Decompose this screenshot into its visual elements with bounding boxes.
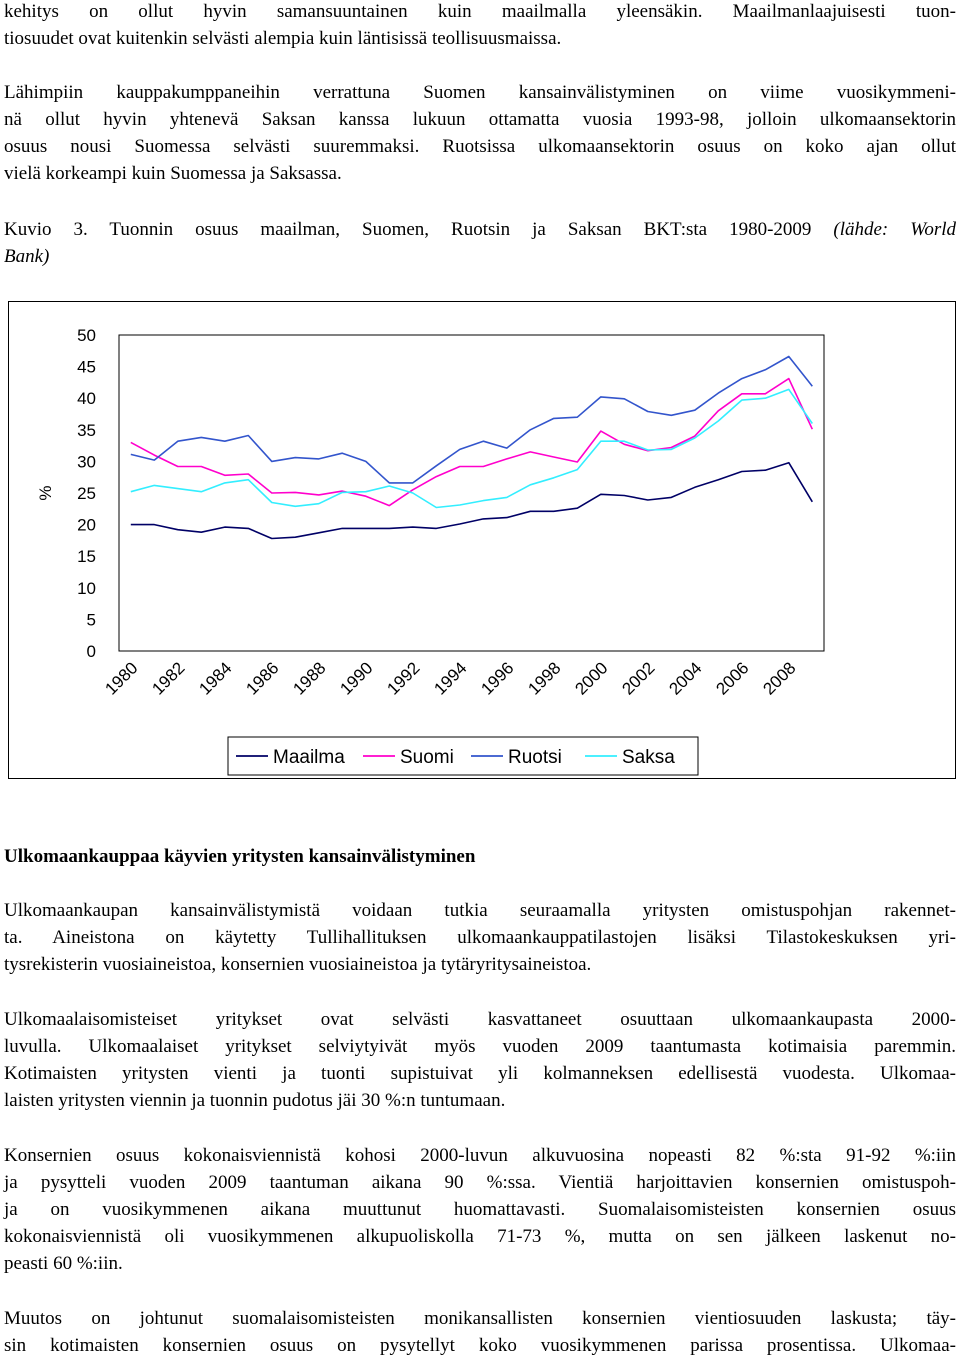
paragraph-method <box>4 897 956 978</box>
series-line-saksa <box>131 389 813 507</box>
intro-paragraph <box>4 0 956 52</box>
plot-area <box>119 335 824 651</box>
x-tick-label: 1994 <box>430 658 471 699</box>
x-tick-label: 1990 <box>336 658 377 699</box>
text-line: luvulla. Ulkomaalaiset yritykset selviytyivät myös vuoden 2009 taantumasta kotimaisia paremmin. <box>4 1036 956 1057</box>
x-tick-label: 1982 <box>148 658 189 699</box>
y-tick-label: 50 <box>77 326 96 345</box>
figure-caption <box>4 216 956 270</box>
legend-label-maailma: Maailma <box>273 747 345 768</box>
text-line: ja on vuosikymmenen aikana muuttunut huomattavasti. Suomalaisomisteisten konsernien osuus <box>4 1199 956 1220</box>
x-tick-label: 2002 <box>618 658 659 699</box>
y-tick-label: 30 <box>77 452 96 472</box>
x-tick-label: 1996 <box>477 658 518 699</box>
y-tick-label: 5 <box>86 610 96 630</box>
chart-frame <box>8 301 956 779</box>
text-line: ta. Aineistona on käytetty Tullihallituksen ulkomaankauppatilastojen lisäksi Tilastokeskuksen yri- <box>4 927 956 948</box>
text-line: kehitys on ollut hyvin samansuuntainen kuin maailmalla yleensäkin. Maailmanlaajuisesti tuon- <box>4 1 956 22</box>
text-line: Kotimaisten yritysten vienti ja tuonti supistuivat yli kolmanneksen edellisestä vuodesta. Ulkomaa- <box>4 1063 956 1084</box>
caption-source: (lähde: World <box>833 219 956 240</box>
text-line: vielä korkeampi kuin Suomessa ja Saksassa. <box>4 163 342 184</box>
legend-label-saksa: Saksa <box>622 747 675 768</box>
x-tick-label: 1992 <box>383 658 424 699</box>
x-tick-label: 2008 <box>759 658 800 699</box>
text-line: sin kotimaisten konsernien osuus on pysytellyt koko vuosikymmenen parissa prosentissa. Ulkomaa- <box>4 1335 956 1356</box>
text-line: peasti 60 %:iin. <box>4 1253 123 1274</box>
paragraph-change <box>4 1305 956 1359</box>
x-tick-label: 1988 <box>289 658 330 699</box>
caption-line <box>4 216 956 243</box>
import-share-line-chart <box>9 302 955 778</box>
section-heading: Ulkomaankauppaa käyvien yritysten kansainvälistyminen <box>4 846 476 867</box>
y-tick-label: 20 <box>77 515 96 535</box>
y-tick-label: 10 <box>77 578 96 598</box>
x-tick-label: 1998 <box>524 658 565 699</box>
paragraph-foreign-owned <box>4 1006 956 1114</box>
x-tick-label: 1986 <box>242 658 283 699</box>
series-line-suomi <box>131 379 813 506</box>
paragraph-comparison <box>4 79 956 187</box>
text-line: osuus nousi Suomessa selvästi suuremmaksi. Ruotsissa ulkomaansektorin osuus on koko ajan ollut <box>4 136 956 157</box>
text-line: tiosuudet ovat kuitenkin selvästi alempia kuin läntisissä teollisuusmaissa. <box>4 28 562 49</box>
y-tick-label: 45 <box>77 357 96 377</box>
text-line: ja pysytteli vuoden 2009 taantuman aikana 90 %:ssa. Vientiä harjoittavien konsernien omistuspoh- <box>4 1172 956 1193</box>
y-tick-label: 25 <box>77 484 96 503</box>
caption-line <box>4 243 956 270</box>
text-line: Muutos on johtunut suomalaisomisteisten monikansallisten konsernien vientiosuuden laskusta; täy- <box>4 1308 956 1329</box>
text-line: laisten yritysten viennin ja tuonnin pudotus jäi 30 %:n tuntumaan. <box>4 1090 506 1111</box>
text-line: kokonaisviennistä oli vuosikymmenen alkupuoliskolla 71-73 %, mutta on sen jälkeen laskenut no- <box>4 1226 956 1247</box>
text-line: tysrekisterin vuosiaineistoa, konsernien vuosiaineistoa ja tytäryritysaineistoa. <box>4 954 592 975</box>
x-tick-label: 2004 <box>665 658 706 699</box>
x-tick-label: 1980 <box>101 658 142 699</box>
y-tick-label: 35 <box>77 420 96 440</box>
caption-main: Kuvio 3. Tuonnin osuus maailman, Suomen, Ruotsin ja Saksan BKT:sta 1980-2009 <box>4 219 834 240</box>
text-line: Ulkomaalaisomisteiset yritykset ovat selvästi kasvattaneet osuuttaan ulkomaankaupasta 2000- <box>4 1009 956 1030</box>
y-tick-label: 40 <box>77 389 96 409</box>
x-tick-label: 2006 <box>712 658 753 699</box>
paragraph-concerns <box>4 1142 956 1277</box>
x-tick-label: 1984 <box>195 658 236 699</box>
text-line: Konsernien osuus kokonaisviennistä kohosi 2000-luvun alkuvuosina nopeasti 82 %:sta 91-92 %:iin <box>4 1145 956 1166</box>
y-axis-label: % <box>36 485 55 501</box>
text-line: Lähimpiin kauppakumppaneihin verrattuna Suomen kansainvälistyminen on viime vuosikymmeni- <box>4 82 956 103</box>
legend-label-ruotsi: Ruotsi <box>508 747 562 768</box>
y-tick-label: 15 <box>77 547 96 567</box>
x-tick-label: 2000 <box>571 658 612 699</box>
text-line: Ulkomaankaupan kansainvälistymistä voidaan tutkia seuraamalla yritysten omistuspohjan rakennet- <box>4 900 956 921</box>
legend-label-suomi: Suomi <box>400 747 454 768</box>
y-tick-label: 0 <box>86 642 96 661</box>
text-line: nä ollut hyvin yhtenevä Saksan kanssa lukuun ottamatta vuosia 1993-98, jolloin ulkomaansektorin <box>4 109 956 130</box>
caption-source-cont: Bank) <box>4 246 50 267</box>
